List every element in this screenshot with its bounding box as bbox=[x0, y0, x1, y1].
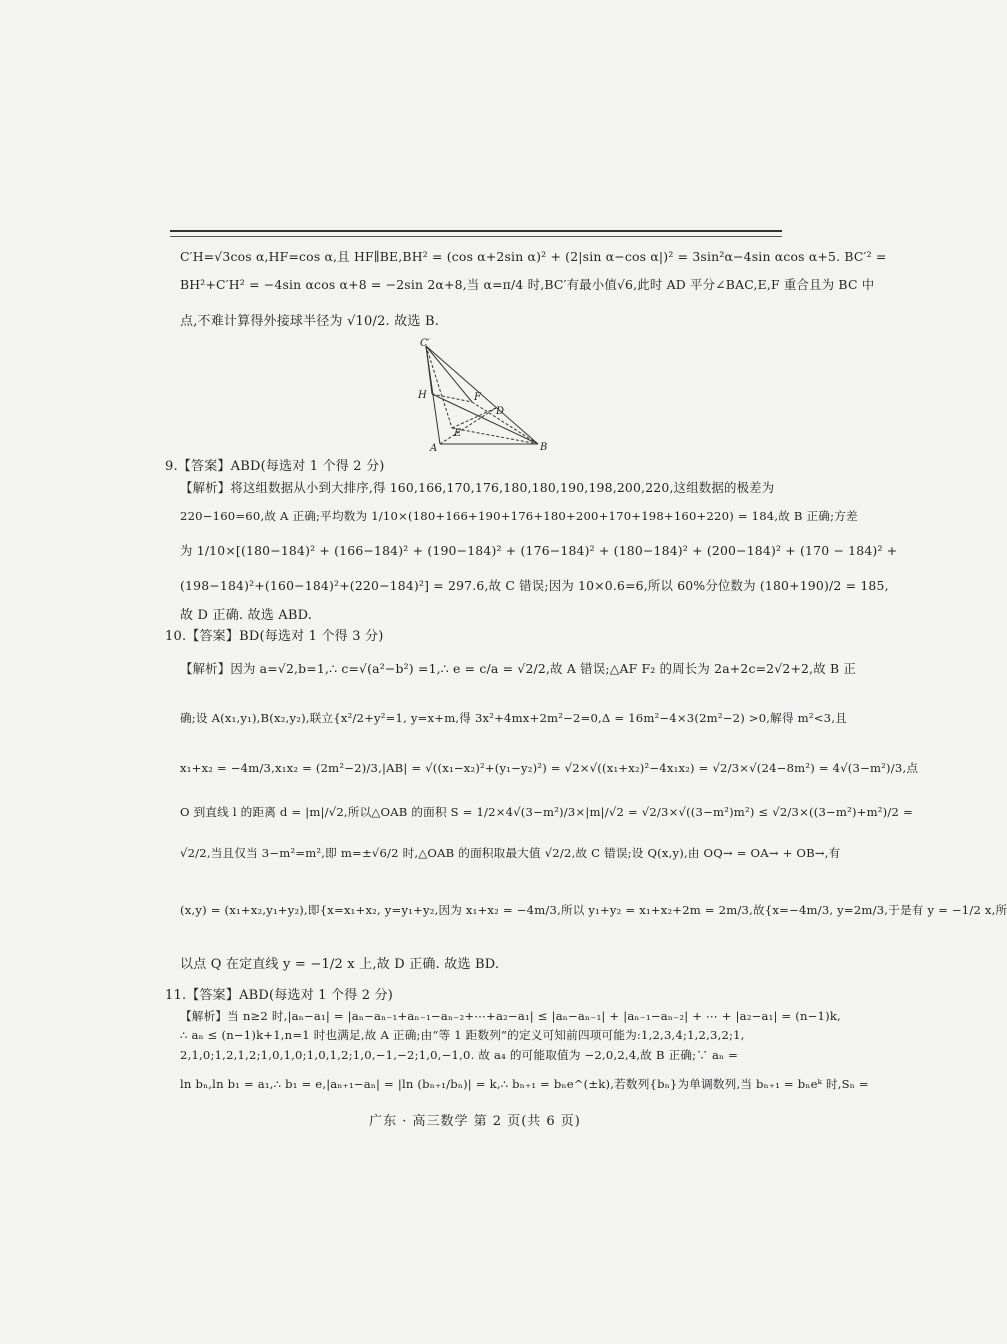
label-a: A bbox=[430, 443, 438, 454]
header-rule-thick bbox=[170, 230, 782, 232]
geometry-figure bbox=[410, 338, 560, 454]
edge-h-b bbox=[432, 394, 538, 444]
page-footer: 广东 · 高三数学 第 2 页(共 6 页) bbox=[369, 1114, 581, 1129]
text-line: 确;设 A(x₁,y₁),B(x₂,y₂),联立{x²/2+y²=1, y=x+m,得 3x²+4mx+2m²−2=0,Δ = 16m²−4×3(2m²−2) >0,解得 m²<3,且 bbox=[180, 711, 847, 725]
text-line: 220−160=60,故 A 正确;平均数为 1/10×(180+166+190+176+180+200+170+198+160+220) = 184,故 B 正确;方差 bbox=[180, 509, 858, 523]
text-line: x₁+x₂ = −4m/3,x₁x₂ = (2m²−2)/3,|AB| = √((x₁−x₂)²+(y₁−y₂)²) = √2×√((x₁+x₂)²−4x₁x₂) = √2/3×√(24−8m²) = 4√(3−m²)/3,点 bbox=[180, 761, 919, 775]
header-rule-thin bbox=[170, 236, 782, 237]
text-line: BH²+C′H² = −4sin αcos α+8 = −2sin 2α+8,当 α=π/4 时,BC′有最小值√6,此时 AD 平分∠BAC,E,F 重合且为 BC 中 bbox=[180, 277, 875, 292]
text-line: 【解析】因为 a=√2,b=1,∴ c=√(a²−b²) =1,∴ e = c/a = √2/2,故 A 错误;△AF F₂ 的周长为 2a+2c=2√2+2,故 B 正 bbox=[180, 661, 857, 676]
edge-f-b bbox=[472, 402, 538, 444]
answer-heading: 9.【答案】ABD(每选对 1 个得 2 分) bbox=[165, 459, 385, 474]
edge-e-d bbox=[452, 408, 496, 428]
text-line: O 到直线 l 的距离 d = |m|/√2,所以△OAB 的面积 S = 1/2×4√(3−m²)/3×|m|/√2 = √2/3×√((3−m²)m²) ≤ √2/3×((3−m²)+m²)/2 = bbox=[180, 805, 913, 819]
text-line: 2,1,0;1,2,1,2;1,0,1,0;1,0,1,2;1,0,−1,−2;1,0,−1,0. 故 a₄ 的可能取值为 −2,0,2,4,故 B 正确;∵ aₙ = bbox=[180, 1048, 739, 1062]
label-e: E bbox=[454, 428, 462, 439]
label-f: F bbox=[474, 392, 481, 403]
text-line: C′H=√3cos α,HF=cos α,且 HF∥BE,BH² = (cos α+2sin α)² + (2|sin α−cos α|)² = 3sin²α−4sin αcos α+5. BC′² = bbox=[180, 249, 887, 264]
label-d: D bbox=[496, 406, 505, 417]
edge-c-h bbox=[426, 346, 432, 394]
answer-heading: 11.【答案】ABD(每选对 1 个得 2 分) bbox=[165, 988, 394, 1003]
edge-c-b bbox=[426, 346, 538, 444]
text-line: 为 1/10×[(180−184)² + (166−184)² + (190−184)² + (176−184)² + (180−184)² + (200−184)² + (170 − 184)² + bbox=[180, 543, 898, 558]
text-line: ∴ aₙ ≤ (n−1)k+1,n=1 时也满足,故 A 正确;由“等 1 距数列”的定义可知前四项可能为:1,2,3,4;1,2,3,2;1, bbox=[180, 1028, 745, 1042]
label-b: B bbox=[540, 442, 548, 453]
text-line: 【解析】将这组数据从小到大排序,得 160,166,170,176,180,180,190,198,200,220,这组数据的极差为 bbox=[180, 480, 775, 495]
tetrahedron-diagram bbox=[410, 338, 560, 454]
label-c-prime: C′ bbox=[420, 338, 430, 349]
text-line: (198−184)²+(160−184)²+(220−184)²] = 297.6,故 C 错误;因为 10×0.6=6,所以 60%分位数为 (180+190)/2 = 185, bbox=[180, 578, 889, 593]
text-line: 故 D 正确. 故选 ABD. bbox=[180, 608, 313, 623]
text-line: ln bₙ,ln b₁ = a₁,∴ b₁ = e,|aₙ₊₁−aₙ| = |ln (bₙ₊₁/bₙ)| = k,∴ bₙ₊₁ = bₙe^(±k),若数列{bₙ}为单调数列,当 bₙ₊₁ = bₙeᵏ 时,Sₙ = bbox=[180, 1077, 869, 1091]
edge-c-e bbox=[426, 346, 452, 428]
edge-a-d bbox=[440, 408, 496, 444]
text-line: (x,y) = (x₁+x₂,y₁+y₂),即{x=x₁+x₂, y=y₁+y₂,因为 x₁+x₂ = −4m/3,所以 y₁+y₂ = x₁+x₂+2m = 2m/3,故{x=−4m/3, y=2m/3,于是有 y = −1/2 x,所 bbox=[180, 903, 1007, 917]
text-line: 【解析】当 n≥2 时,|aₙ−a₁| = |aₙ−aₙ₋₁+aₙ₋₁−aₙ₋₂+⋯+a₂−a₁| ≤ |aₙ−aₙ₋₁| + |aₙ₋₁−aₙ₋₂| + ⋯ + |a₂−a₁| = (n−1)k, bbox=[180, 1009, 841, 1023]
text-line: 以点 Q 在定直线 y = −1/2 x 上,故 D 正确. 故选 BD. bbox=[180, 957, 500, 972]
text-line: √2/2,当且仅当 3−m²=m²,即 m=±√6/2 时,△OAB 的面积取最大值 √2/2,故 C 错误;设 Q(x,y),由 OQ→ = OA→ + OB→,有 bbox=[180, 846, 841, 860]
label-h: H bbox=[418, 390, 427, 401]
text-line: 点,不难计算得外接球半径为 √10/2. 故选 B. bbox=[180, 314, 440, 329]
edge-e-b bbox=[452, 428, 538, 444]
answer-heading: 10.【答案】BD(每选对 1 个得 3 分) bbox=[165, 629, 384, 644]
